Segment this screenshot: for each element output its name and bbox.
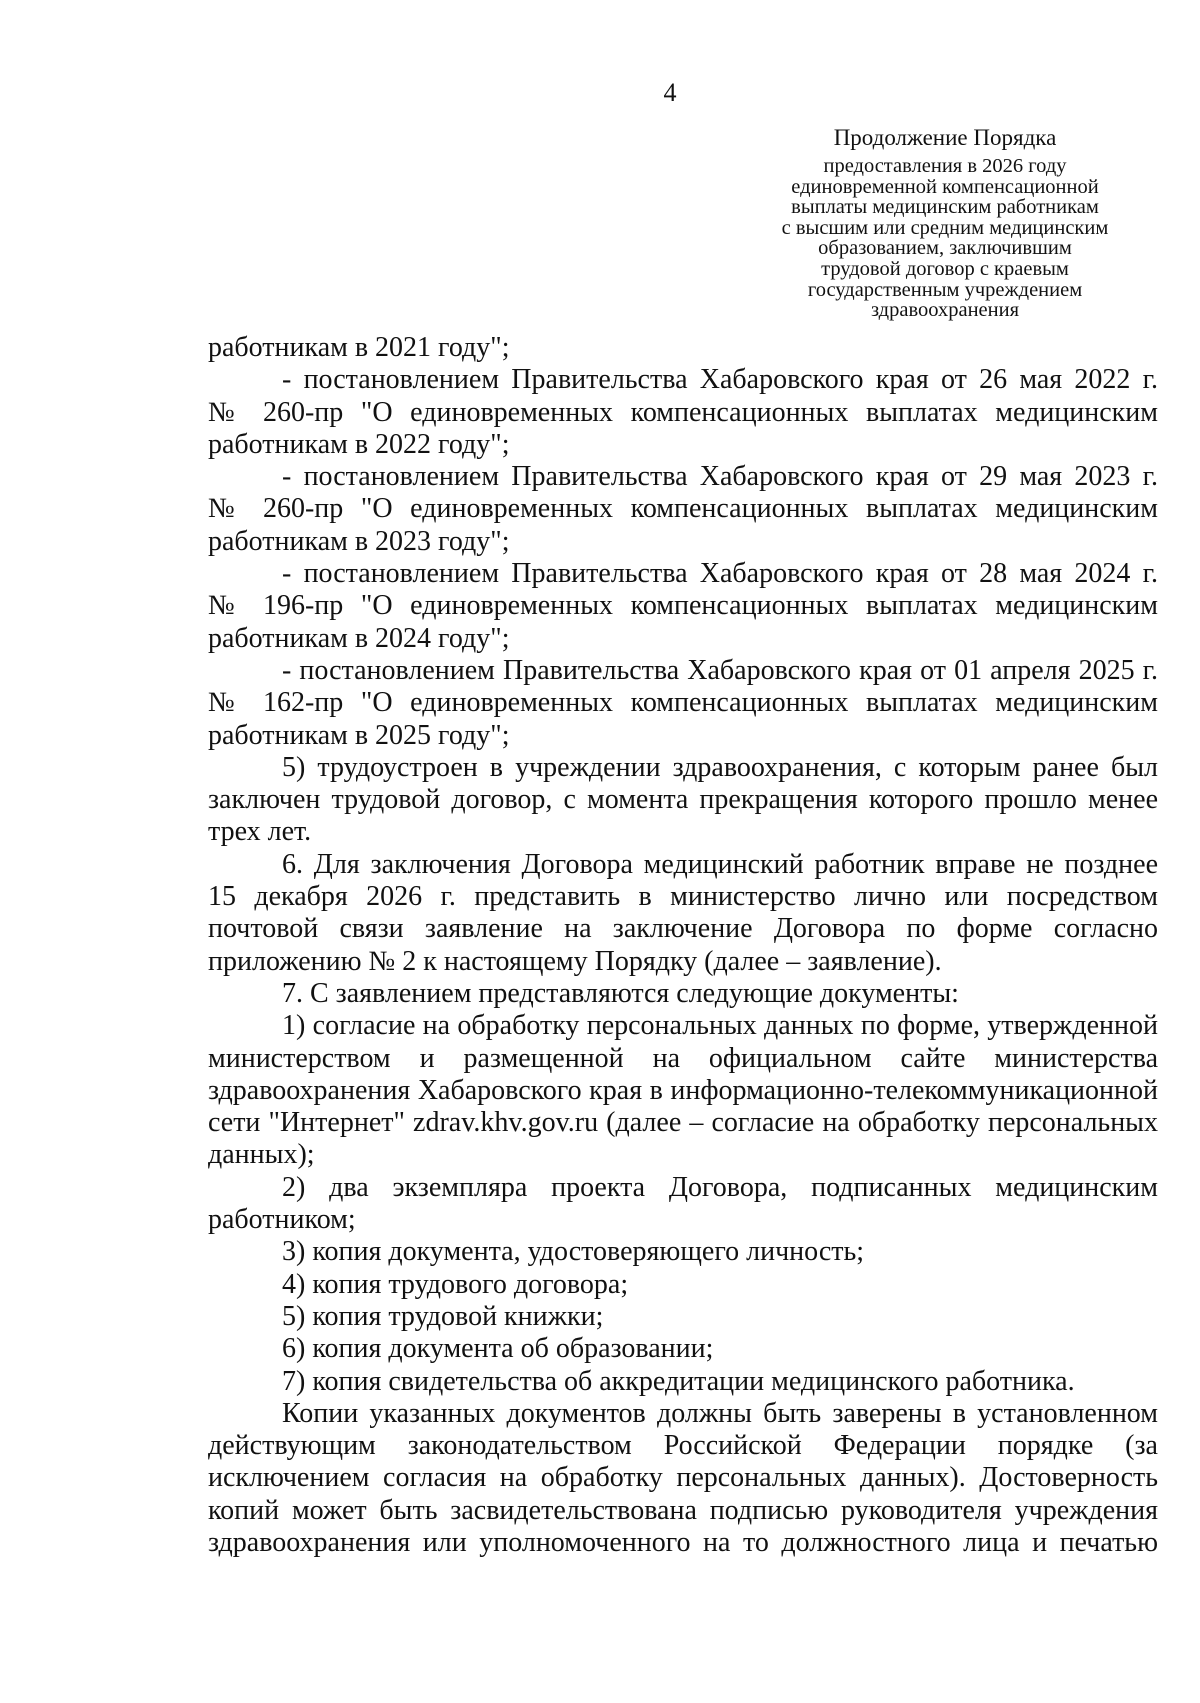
- text-line: - постановлением Правительства Хабаровского края от 01 апреля 2025 г.: [282, 654, 1158, 686]
- text-line: 5) трудоустроен в учреждении здравоохранения, с которым ранее был: [282, 751, 1158, 783]
- text-line: - постановлением Правительства Хабаровского края от 28 мая 2024 г.: [282, 558, 1158, 590]
- text-line: - постановлением Правительства Хабаровского края от 29 мая 2023 г.: [282, 461, 1158, 493]
- text-line: 6) копия документа об образовании;: [282, 1333, 714, 1365]
- text-line: действующим законодательством Российской Федерации порядке (за: [208, 1430, 1158, 1462]
- header-lines: [735, 156, 1155, 321]
- text-line: приложению № 2 к настоящему Порядку (далее – заявление).: [208, 945, 942, 977]
- header-line: предоставления в 2026 году: [823, 155, 1067, 177]
- text-line: заключен трудовой договор, с момента прекращения которого прошло менее: [208, 784, 1158, 816]
- text-line: работникам в 2021 году";: [208, 332, 510, 363]
- text-line: министерством и размещенной на официальном сайте министерства: [208, 1042, 1158, 1074]
- document-body: [208, 332, 1158, 1559]
- text-line: 6. Для заключения Договора медицинский работник вправе не позднее: [282, 848, 1158, 880]
- text-line: работникам в 2023 году";: [208, 525, 510, 557]
- text-line: исключением согласия на обработку персональных данных). Достоверность: [208, 1462, 1158, 1494]
- text-line: работником;: [208, 1204, 356, 1236]
- text-line: сети "Интернет" zdrav.khv.gov.ru (далее – согласие на обработку персональных: [208, 1107, 1158, 1139]
- text-line: № 162-пр "О единовременных компенсационных выплатах медицинским: [208, 687, 1158, 719]
- text-line: здравоохранения Хабаровского края в информационно-телекоммуникационной: [208, 1074, 1158, 1106]
- text-line: 3) копия документа, удостоверяющего личность;: [282, 1236, 865, 1268]
- text-line: трех лет.: [208, 816, 312, 848]
- text-line: 7. С заявлением представляются следующие документы:: [282, 977, 959, 1009]
- text-line: Копии указанных документов должны быть заверены в установленном: [282, 1397, 1158, 1429]
- text-line: 5) копия трудовой книжки;: [282, 1300, 604, 1332]
- header-line: единовременной компенсационной: [791, 175, 1099, 198]
- header-line: выплаты медицинским работникам: [791, 196, 1099, 219]
- header-line: трудовой договор с краевым: [821, 257, 1069, 280]
- text-line: работникам в 2025 году";: [208, 719, 510, 751]
- text-line: работникам в 2024 году";: [208, 622, 510, 654]
- text-line: № 196-пр "О единовременных компенсационных выплатах медицинским: [208, 590, 1158, 622]
- text-line: № 260-пр "О единовременных компенсационных выплатах медицинским: [208, 396, 1158, 428]
- header-line: образованием, заключившим: [818, 237, 1072, 260]
- text-line: данных);: [208, 1139, 315, 1171]
- text-line: 4) копия трудового договора;: [282, 1268, 629, 1300]
- text-line: работникам в 2022 году";: [208, 428, 510, 460]
- document-header: [735, 124, 1155, 321]
- text-line: № 260-пр "О единовременных компенсационных выплатах медицинским: [208, 493, 1158, 525]
- text-line: копий может быть засвидетельствована подписью руководителя учреждения: [208, 1494, 1158, 1526]
- text-line: 2) два экземпляра проекта Договора, подписанных медицинским: [282, 1171, 1158, 1203]
- header-title: Продолжение Порядка: [833, 125, 1057, 150]
- text-line: здравоохранения или уполномоченного на то должностного лица и печатью: [208, 1526, 1158, 1558]
- page-number: 4: [663, 78, 677, 107]
- text-line: 7) копия свидетельства об аккредитации медицинского работника.: [282, 1365, 1075, 1397]
- header-line: с высшим или средним медицинским: [781, 216, 1109, 239]
- text-line: 1) согласие на обработку персональных данных по форме, утвержденной: [282, 1010, 1158, 1042]
- header-line: здравоохранения: [870, 299, 1020, 322]
- text-line: 15 декабря 2026 г. представить в министерство лично или посредством: [208, 881, 1158, 913]
- text-line: почтовой связи заявление на заключение Договора по форме согласно: [208, 913, 1158, 945]
- header-line: государственным учреждением: [807, 278, 1083, 301]
- text-line: - постановлением Правительства Хабаровского края от 26 мая 2022 г.: [282, 364, 1158, 396]
